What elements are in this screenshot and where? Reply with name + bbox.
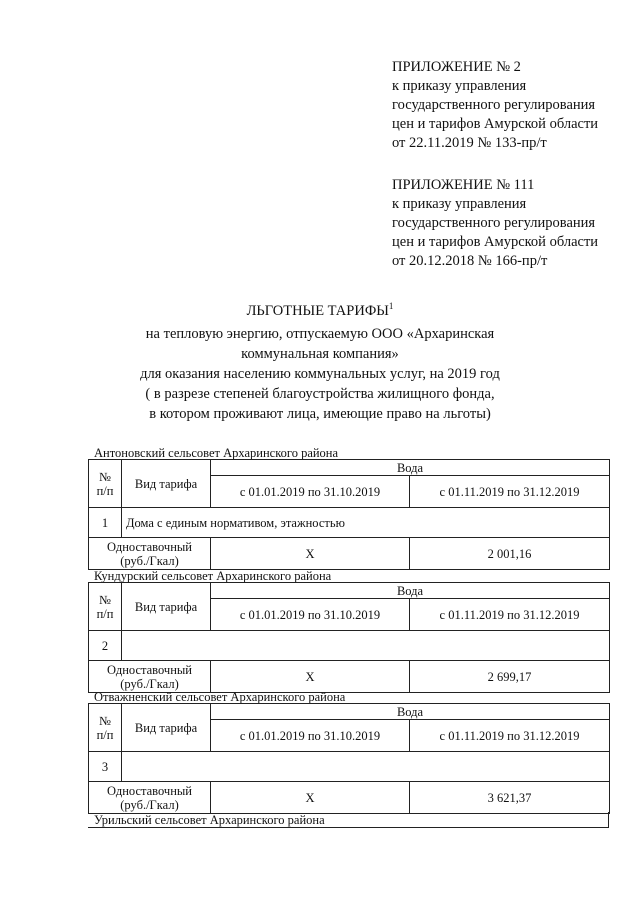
appendix-2-block <box>392 58 598 153</box>
header-resource: Вода <box>211 704 610 720</box>
subtitle-line: коммунальная компания» <box>241 346 399 362</box>
header-period-1: с 01.01.2019 по 31.10.2019 <box>211 476 410 508</box>
value-period-1: Х <box>211 538 410 570</box>
header-tariff-type: Вид тарифа <box>122 460 211 508</box>
value-period-1: Х <box>211 782 410 814</box>
header-resource: Вода <box>211 583 610 599</box>
row-number: 1 <box>89 508 122 538</box>
header-period-2: с 01.11.2019 по 31.12.2019 <box>410 599 610 631</box>
tariff-table <box>88 703 610 814</box>
single-rate-label: Одноставочный (руб./Гкал) <box>89 782 211 814</box>
appendix-111-line: государственного регулирования <box>392 215 596 231</box>
footnote-mark: 1 <box>388 301 394 312</box>
document-subtitle <box>0 324 640 424</box>
row-number: 3 <box>89 752 122 782</box>
header-num: № п/п <box>89 704 122 752</box>
row-number: 2 <box>89 631 122 661</box>
subtitle-line: на тепловую энергию, отпускаемую ООО «Архаринская <box>145 326 495 342</box>
appendix-111-title: ПРИЛОЖЕНИЕ № 111 <box>392 177 535 193</box>
subtitle-line: ( в разрезе степеней благоустройства жилищного фонда, <box>145 386 495 402</box>
section-label: Отважненский сельсовет Архаринского района <box>94 690 346 704</box>
appendix-2-line: к приказу управления <box>392 78 527 94</box>
header-tariff-type: Вид тарифа <box>122 704 211 752</box>
single-rate-label: Одноставочный (руб./Гкал) <box>89 538 211 570</box>
value-period-2: 2 699,17 <box>410 661 610 693</box>
single-rate-label: Одноставочный (руб./Гкал) <box>89 661 211 693</box>
header-period-2: с 01.11.2019 по 31.12.2019 <box>410 476 610 508</box>
header-period-1: с 01.01.2019 по 31.10.2019 <box>211 599 410 631</box>
appendix-2-line: цен и тарифов Амурской области <box>392 116 599 132</box>
section-label: Кундурский сельсовет Архаринского района <box>94 569 332 583</box>
header-num: № п/п <box>89 460 122 508</box>
section-label: Урильский сельсовет Архаринского района <box>94 813 325 827</box>
row-description <box>122 752 610 782</box>
section-label: Антоновский сельсовет Архаринского района <box>94 446 339 460</box>
header-tariff-type: Вид тарифа <box>122 583 211 631</box>
row-description <box>122 631 610 661</box>
value-period-2: 3 621,37 <box>410 782 610 814</box>
table-right-border <box>608 812 609 827</box>
appendix-2-line: государственного регулирования <box>392 97 596 113</box>
tariff-table <box>88 459 610 570</box>
header-period-1: с 01.01.2019 по 31.10.2019 <box>211 720 410 752</box>
appendix-111-line: к приказу управления <box>392 196 527 212</box>
appendix-2-line: от 22.11.2019 № 133-пр/т <box>392 135 547 151</box>
subtitle-line: в котором проживают лица, имеющие право на льготы) <box>149 406 491 422</box>
tariff-table <box>88 582 610 693</box>
header-resource: Вода <box>211 460 610 476</box>
value-period-2: 2 001,16 <box>410 538 610 570</box>
header-period-2: с 01.11.2019 по 31.12.2019 <box>410 720 610 752</box>
appendix-111-line: от 20.12.2018 № 166-пр/т <box>392 253 548 269</box>
document-title-text: ЛЬГОТНЫЕ ТАРИФЫ <box>246 303 389 319</box>
subtitle-line: для оказания населению коммунальных услуг, на 2019 год <box>140 366 500 382</box>
appendix-111-line: цен и тарифов Амурской области <box>392 234 599 250</box>
row-description: Дома с единым нормативом, этажностью <box>122 508 610 538</box>
value-period-1: Х <box>211 661 410 693</box>
header-num: № п/п <box>89 583 122 631</box>
appendix-111-block <box>392 176 598 271</box>
table-bottom-border <box>88 827 609 828</box>
appendix-2-title: ПРИЛОЖЕНИЕ № 2 <box>392 59 521 75</box>
document-title <box>0 301 640 321</box>
